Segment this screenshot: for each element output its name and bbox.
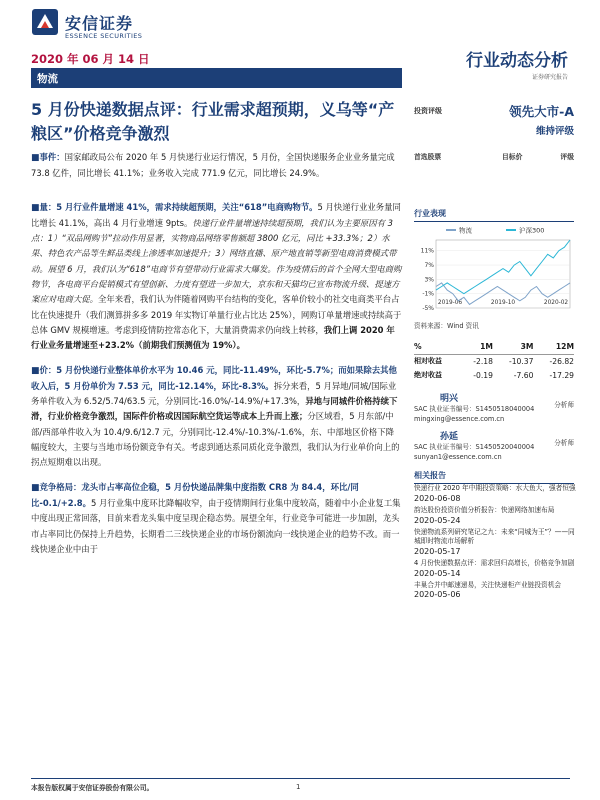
y-tick-label: -5% xyxy=(422,305,434,312)
related-report[interactable] xyxy=(414,581,576,601)
x-tick-label: 2019-10 xyxy=(490,300,516,306)
target-price-label: 目标价 xyxy=(502,153,523,161)
bullet-icon: ■ xyxy=(31,482,40,493)
related-report-date: 2020-05-17 xyxy=(414,546,461,556)
related-report-title[interactable]: 韵达股份投资价值分析报告：快递网络加速布局 xyxy=(414,506,555,515)
y-tick-label: 7% xyxy=(424,262,434,270)
related-report[interactable] xyxy=(414,484,576,504)
footer-text: 本报告版权属于安信证券股份有限公司。 xyxy=(31,784,154,792)
x-tick-label: 2019-06 xyxy=(437,300,463,306)
price-text-1: 拆分来看，5 月异地/同城/国际业务单件收入为 6.52/5.74/63.5 元，分别同比-16.0%/-14.9%/+17.3%， xyxy=(31,380,397,407)
paragraph-price xyxy=(31,363,402,471)
performance-col-1m: 1M xyxy=(480,342,493,352)
table-row xyxy=(414,354,574,368)
y-tick-label: 3% xyxy=(424,276,434,284)
paragraph-volume xyxy=(31,200,402,354)
analyst-card xyxy=(414,432,574,462)
paragraph-event xyxy=(31,150,402,182)
stock-rating-label: 评级 xyxy=(560,153,574,161)
volume-lead: 量：5 月行业件量增速 41%，需求持续超预期，关注“618”电商购物节。 xyxy=(39,201,318,212)
competition-lead: 竞争格局：龙头市占率高位企稳，5 月份快递品牌集中度指数 CR8 为 84.4，环比/同比-0.1/+2.8。 xyxy=(31,481,359,508)
related-report-date: 2020-06-08 xyxy=(414,493,461,503)
rating-value: 领先大市-A xyxy=(509,104,574,119)
report-title: 5 月份快递数据点评：行业需求超预期，义乌等“产粮区”价格竞争激烈 xyxy=(31,100,395,143)
stock-pick-header xyxy=(414,151,574,165)
related-report[interactable] xyxy=(414,559,576,579)
bullet-icon: ■ xyxy=(31,202,40,213)
price-text-2: 分区域看，5 月东部/中部/西部单件收入为 10.4/9.6/12.7 元，分别同比-12.4%/-10.3%/-1.6%，东、中部地区价格下降幅度较大，主要与当地市场份额竞争有关。考虑到通达系同质化竞争激烈，我们认为行业单价向上的拐点短期难以出现。 xyxy=(31,411,400,468)
analyst-name: 孙延 xyxy=(440,432,459,442)
analyst-role: 分析师 xyxy=(554,401,574,409)
related-report-title[interactable]: 4 月份快递数据点评：需求回归高增长，价格竞争加剧 xyxy=(414,558,575,567)
company-logo xyxy=(31,8,191,48)
competition-text: 5 月行业集中度环比降幅收窄，由于疫情期间行业集中度较高，随着中小企业复工集中度出现正常回落，目前来看龙头集中度呈现企稳态势。展望全年，行业竞争可能进一步加剧，龙头市占率同比仍保持上升趋势，长期看二三线快递企业的市场份额流向一线快递企业的趋势不改。而一线快递企业中由于 xyxy=(31,497,401,554)
analyst-sac: SAC 执业证书编号：S1450520040004 xyxy=(414,443,535,451)
y-tick-label: -1% xyxy=(422,290,434,298)
related-reports xyxy=(414,484,576,603)
rating-label: 投资评级 xyxy=(414,107,442,115)
company-name-en: ESSENCE SECURITIES xyxy=(65,32,143,40)
performance-header-row xyxy=(414,340,574,354)
paragraph-competition xyxy=(31,480,402,557)
volume-text-2: 快递行业件量增速持续超预期，我们认为主要原因有 3 点：1）“双品网购节”拉动作用显著，实物商品网络零售额超 3800 亿元，同比 +33.3%；2）水果、特色农产品等生鲜品类线上渗透率加速提升；3）网络直播、原产地直销等新型电商消费模式带动。展望 6 月，我们认为“618”电商节有望带动行业需求大爆发。作为疫情后的首个全网大型电商购物节，各电商平台促销模式有望创新、力度有望进一步加大，京东和天猫均已宣布物流升级、提速方案应对电商大促。 xyxy=(31,217,402,305)
legend-label: 物流 xyxy=(459,226,472,235)
related-report-title[interactable]: 快递物流系列研究笔记之九：未来“同城为王”？——同城即时物流市场解析 xyxy=(414,527,575,546)
performance-table xyxy=(414,340,574,382)
analyst-role: 分析师 xyxy=(554,439,574,447)
analyst-email: sunyan1@essence.com.cn xyxy=(414,453,502,461)
performance-col-12m: 12M xyxy=(555,342,574,352)
row-label: 相对收益 xyxy=(414,357,442,366)
report-body xyxy=(31,150,402,566)
table-row xyxy=(414,368,574,382)
analyst-email: mingxing@essence.com.cn xyxy=(414,415,505,423)
volume-text-3: 全年来看，我们认为伴随着网购平台结构的变化，客单价较小的社交电商类平台占比在快速提升（我们测算拼多多 2019 年实物订单量行业占比达 25%），网购订单量增速或持续高于总体 GMV 规模增速。考虑到疫情防控常态化下，大量消费需求仍向线上转移， xyxy=(31,294,402,335)
company-name-cn: 安信证券 xyxy=(65,14,134,33)
market-heading: 行业表现 xyxy=(414,208,574,222)
performance-col-unit: % xyxy=(414,342,422,352)
related-heading: 相关报告 xyxy=(414,470,574,484)
industry-band xyxy=(31,68,402,88)
company-logo-icon xyxy=(31,8,59,36)
table-cell: -0.19 xyxy=(473,370,493,380)
related-report-title[interactable]: 丰巢合并中邮速递易，关注快递柜产业链投资机会 xyxy=(414,580,562,589)
related-report-date: 2020-05-06 xyxy=(414,590,461,600)
legend-label: 沪深300 xyxy=(519,226,545,235)
table-cell: -10.37 xyxy=(508,356,534,366)
y-tick-label: 11% xyxy=(420,247,434,255)
rating-sub: 维持评级 xyxy=(535,126,574,137)
report-type: 行业动态分析 xyxy=(466,51,568,71)
related-report[interactable] xyxy=(414,528,576,557)
rating-row xyxy=(414,100,574,122)
volume-bold-end: 我们上调 2020 年行业业务量增速至+23.2%（前期我们预测值为 19%）。 xyxy=(31,324,395,351)
row-label: 绝对收益 xyxy=(414,371,442,379)
related-report[interactable] xyxy=(414,506,576,526)
market-chart xyxy=(414,224,574,316)
event-text: 国家邮政局公布 2020 年 5 月快递行业运行情况，5 月份，全国快递服务企业业务量完成 73.8 亿件，同比增长 41.1%；业务收入完成 771.9 亿元，同比增长 24.9%。 xyxy=(31,152,395,179)
chart-source: 资料来源：Wind 资讯 xyxy=(414,322,479,330)
table-cell: -17.29 xyxy=(549,370,574,380)
related-report-date: 2020-05-24 xyxy=(414,515,461,525)
table-cell: -7.60 xyxy=(513,370,534,380)
table-cell: -26.82 xyxy=(549,356,574,366)
analyst-name: 明兴 xyxy=(440,394,459,404)
related-report-date: 2020-05-14 xyxy=(414,568,461,578)
report-date: 2020 年 06 月 14 日 xyxy=(31,52,150,66)
analyst-card xyxy=(414,394,574,424)
price-lead: 价：5 月份快递行业整体单价水平为 10.46 元，同比-11.49%，环比-5.7%；而如果除去其他收入后，5 月份单价为 7.53 元，同比-12.14%，环比-8.3%。 xyxy=(31,364,397,391)
table-cell: -2.18 xyxy=(473,356,493,366)
series-line xyxy=(436,240,570,294)
x-tick-label: 2020-02 xyxy=(543,300,569,306)
bullet-icon: ■ xyxy=(31,365,40,376)
event-lead: 事件： xyxy=(39,152,65,162)
footer-divider xyxy=(31,778,570,779)
bullet-icon: ■ xyxy=(31,153,40,163)
report-subtype: 证券研究报告 xyxy=(531,74,568,81)
volume-text-1: 5 月快递行业业务量同比增长 41.1%，高出 4 月行业增速 9pts。 xyxy=(31,201,401,228)
related-report-title[interactable]: 快递行业 2020 年中期投资策略：水大鱼大，强者恒强 xyxy=(414,484,576,492)
industry-label: 物流 xyxy=(37,73,58,85)
page-number: 1 xyxy=(296,783,301,791)
rating-panel xyxy=(414,100,574,165)
analyst-sac: SAC 执业证书编号：S1450518040004 xyxy=(414,405,535,413)
performance-col-3m: 3M xyxy=(520,342,534,352)
stock-pick-label: 首选股票 xyxy=(414,153,442,161)
price-bold-mid: 异地与同城件价格持续下滑，行业价格竞争激烈，国际件价格或因国际航空货运等成本上升而上涨； xyxy=(31,396,398,422)
